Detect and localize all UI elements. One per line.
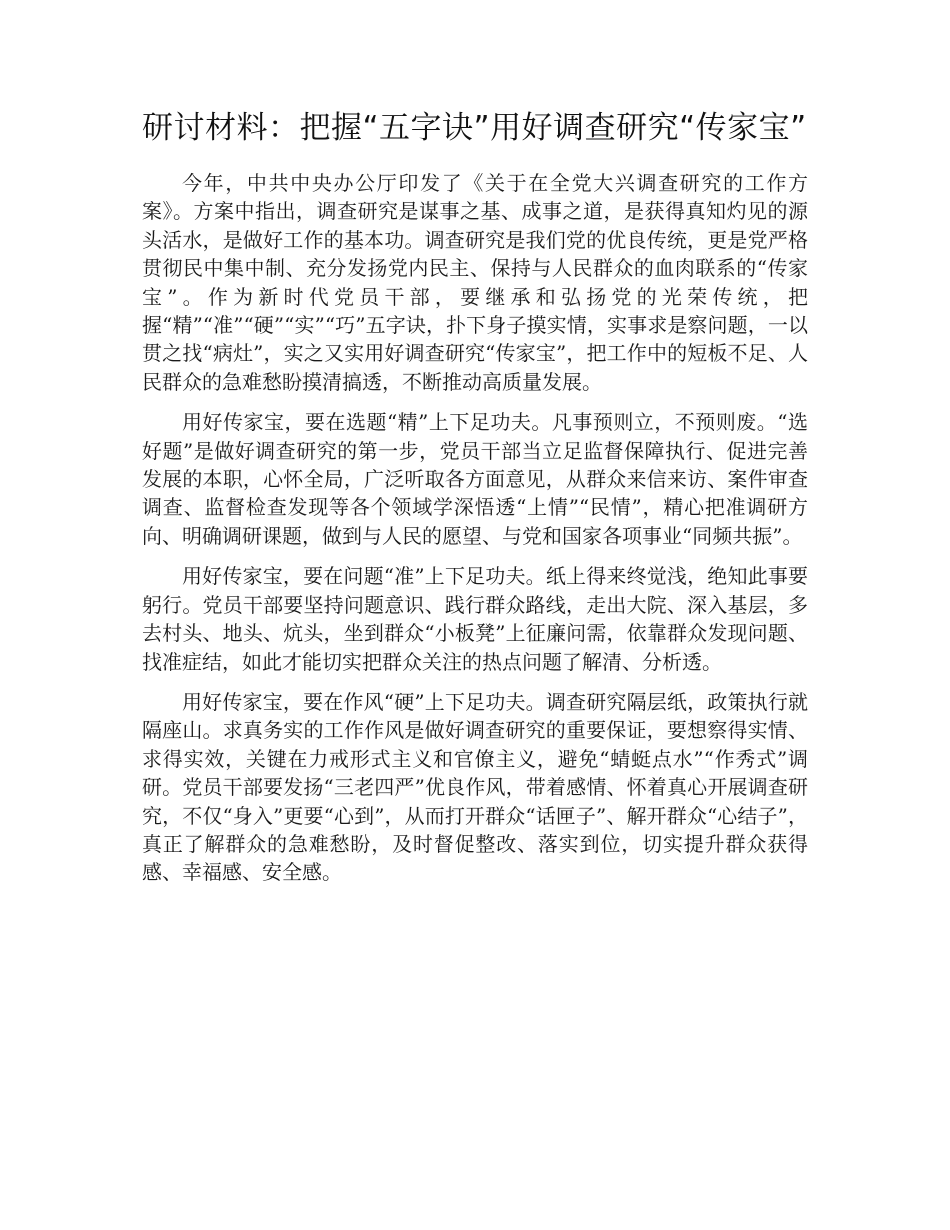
paragraph-work-style: 用好传家宝，要在作风“硬”上下足功夫。调查研究隔层纸，政策执行就隔座山。求真务实的工作作风是做好调查研究的重要保证，要想察得实情、求得实效，关键在力戒形式主义和官僚主义，避免“蜻蜓点水”“作秀式”调研。党员干部要发扬“三老四严”优良作风，带着感情、怀着真心开展调查研究，不仅“身入”更要“心到”，从而打开群众“话匣子”、解开群众“心结子”，真正了解群众的急难愁盼，及时督促整改、落实到位，切实提升群众获得感、幸福感、安全感。 xyxy=(142,689,808,885)
paragraph-intro: 今年，中共中央办公厅印发了《关于在全党大兴调查研究的工作方案》。方案中指出，调查研究是谋事之基、成事之道，是获得真知灼见的源头活水，是做好工作的基本功。调查研究是我们党的优良传统，更是党严格贯彻民中集中制、充分发扬党内民主、保持与人民群众的血肉联系的“传家宝”。作为新时代党员干部，要继承和弘扬党的光荣传统，把握“精”“准”“硬”“实”“巧”五字诀，扑下身子摸实情，实事求是察问题，一以贯之找“病灶”，实之又实用好调查研究“传家宝”，把工作中的短板不足、人民群众的急难愁盼摸清搞透，不断推动高质量发展。 xyxy=(142,171,808,394)
document-title: 研讨材料：把握“五字诀”用好调查研究“传家宝” xyxy=(142,110,807,146)
document-body xyxy=(142,108,808,899)
paragraph-topic-selection: 用好传家宝，要在选题“精”上下足功夫。凡事预则立，不预则废。“选好题”是做好调查研究的第一步，党员干部当立足监督保障执行、促进完善发展的本职，心怀全局，广泛听取各方面意见，从群众来信来访、案件审查调查、监督检查发现等各个领域学深悟透“上情”“民情”，精心把准调研方向、明确调研课题，做到与人民的愿望、与党和国家各项事业“同频共振”。 xyxy=(142,410,808,548)
paragraph-problem-accuracy: 用好传家宝，要在问题“准”上下足功夫。纸上得来终觉浅，绝知此事要躬行。党员干部要坚持问题意识、践行群众路线，走出大院、深入基层，多去村头、地头、炕头，坐到群众“小板凳”上征廉问需，依靠群众发现问题、找准症结，如此才能切实把群众关注的热点问题了解清、分析透。 xyxy=(142,564,808,674)
